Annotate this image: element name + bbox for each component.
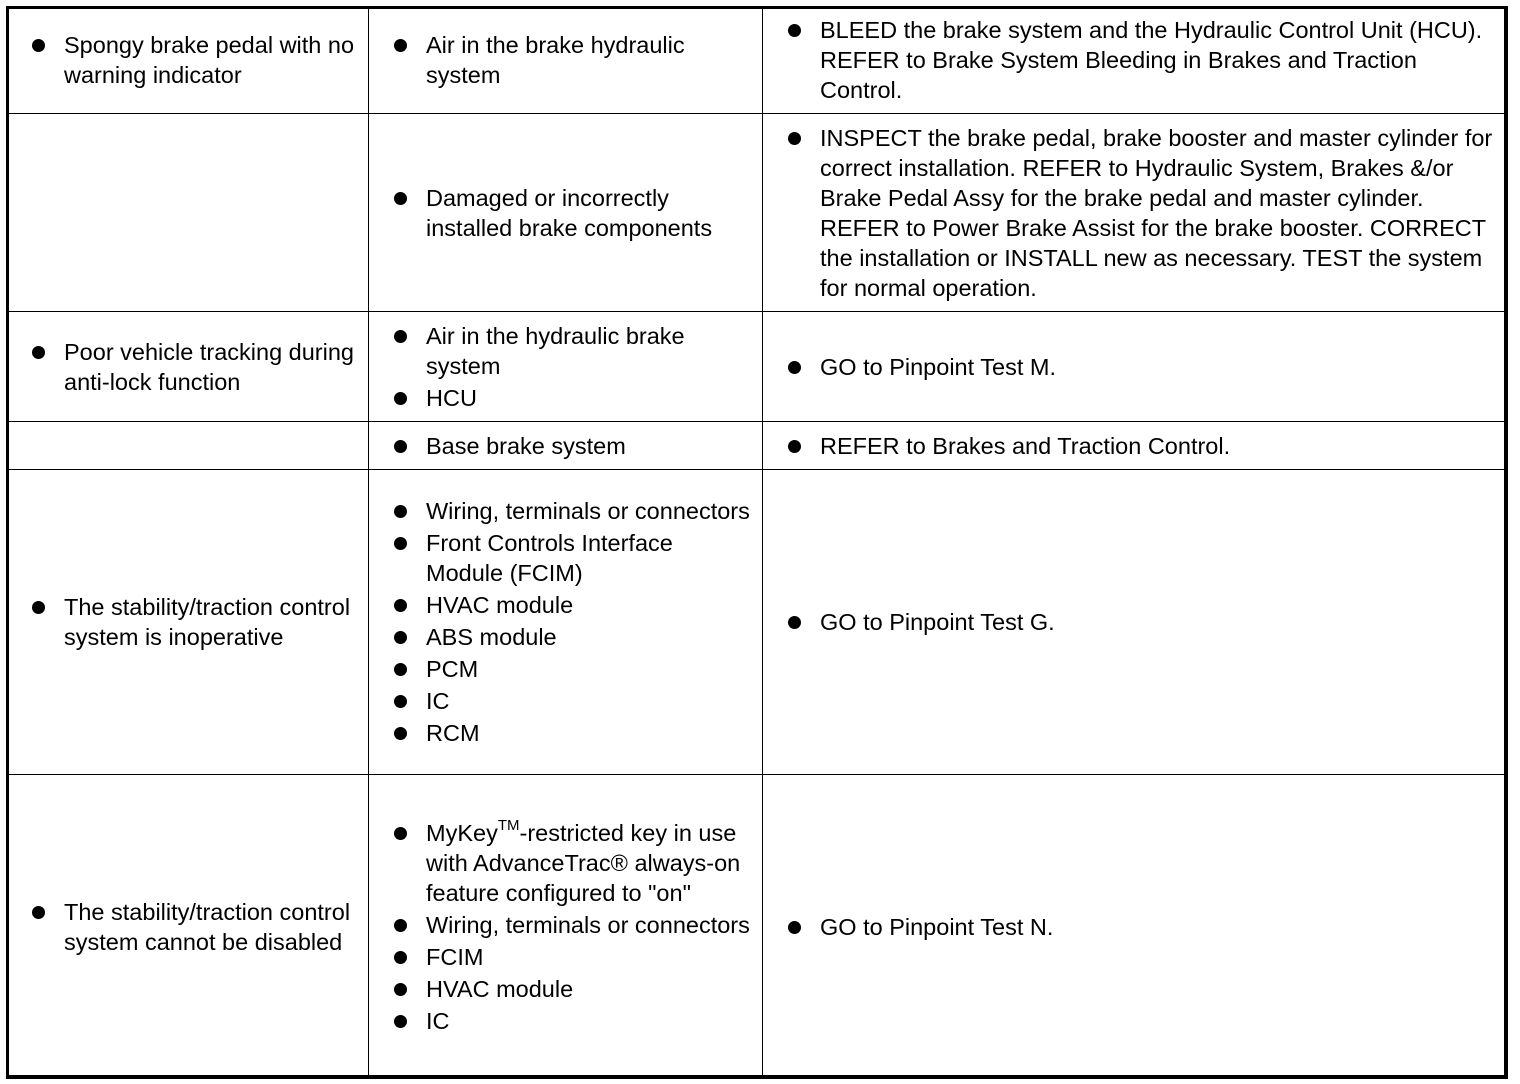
mykey-suffix: -restricted key in use with AdvanceTrac® always-on feature configured to "on" [426,819,741,906]
condition-item: The stability/traction control system is inoperative [7,592,368,652]
causes-item: PCM [369,654,762,684]
causes-item: RCM [369,718,762,748]
condition-item: Spongy brake pedal with no warning indicator [7,30,368,90]
causes-item: Air in the brake hydraulic system [369,30,762,90]
causes-item: ABS module [369,622,762,652]
condition-item: The stability/traction control system cannot be disabled [7,897,368,957]
actions-item: GO to Pinpoint Test N. [763,912,1507,942]
causes-item: HVAC module [369,590,762,620]
condition-item: Poor vehicle tracking during anti-lock function [7,337,368,397]
causes-item: IC [369,686,762,716]
causes-item: Wiring, terminals or connectors [369,910,762,940]
table-frame [6,6,1507,1078]
causes-item: HVAC module [369,974,762,1004]
causes-item: Air in the hydraulic brake system [369,321,762,381]
causes-item: Front Controls Interface Module (FCIM) [369,528,762,588]
trademark-superscript: TM [497,816,520,834]
causes-item: FCIM [369,942,762,972]
actions-item: GO to Pinpoint Test M. [763,352,1507,382]
causes-item: Wiring, terminals or connectors [369,496,762,526]
causes-item: HCU [369,383,762,413]
causes-item: Damaged or incorrectly installed brake components [369,183,762,243]
mykey-prefix: MyKey [426,819,498,846]
actions-item: INSPECT the brake pedal, brake booster and master cylinder for correct installation. REFER to Hydraulic System, Brakes &/or Brake Pedal Assy for the brake pedal and master cylinder. REFER to Power Brake Assist for the brake booster. CORRECT the installation or INSTALL new as necessary. TEST the system for normal operation. [763,123,1507,303]
causes-item: IC [369,1006,762,1036]
actions-item: GO to Pinpoint Test G. [763,607,1507,637]
causes-item: Base brake system [369,431,762,461]
actions-item: REFER to Brakes and Traction Control. [763,431,1507,461]
actions-item: BLEED the brake system and the Hydraulic Control Unit (HCU). REFER to Brake System Bleeding in Brakes and Traction Control. [763,15,1507,105]
